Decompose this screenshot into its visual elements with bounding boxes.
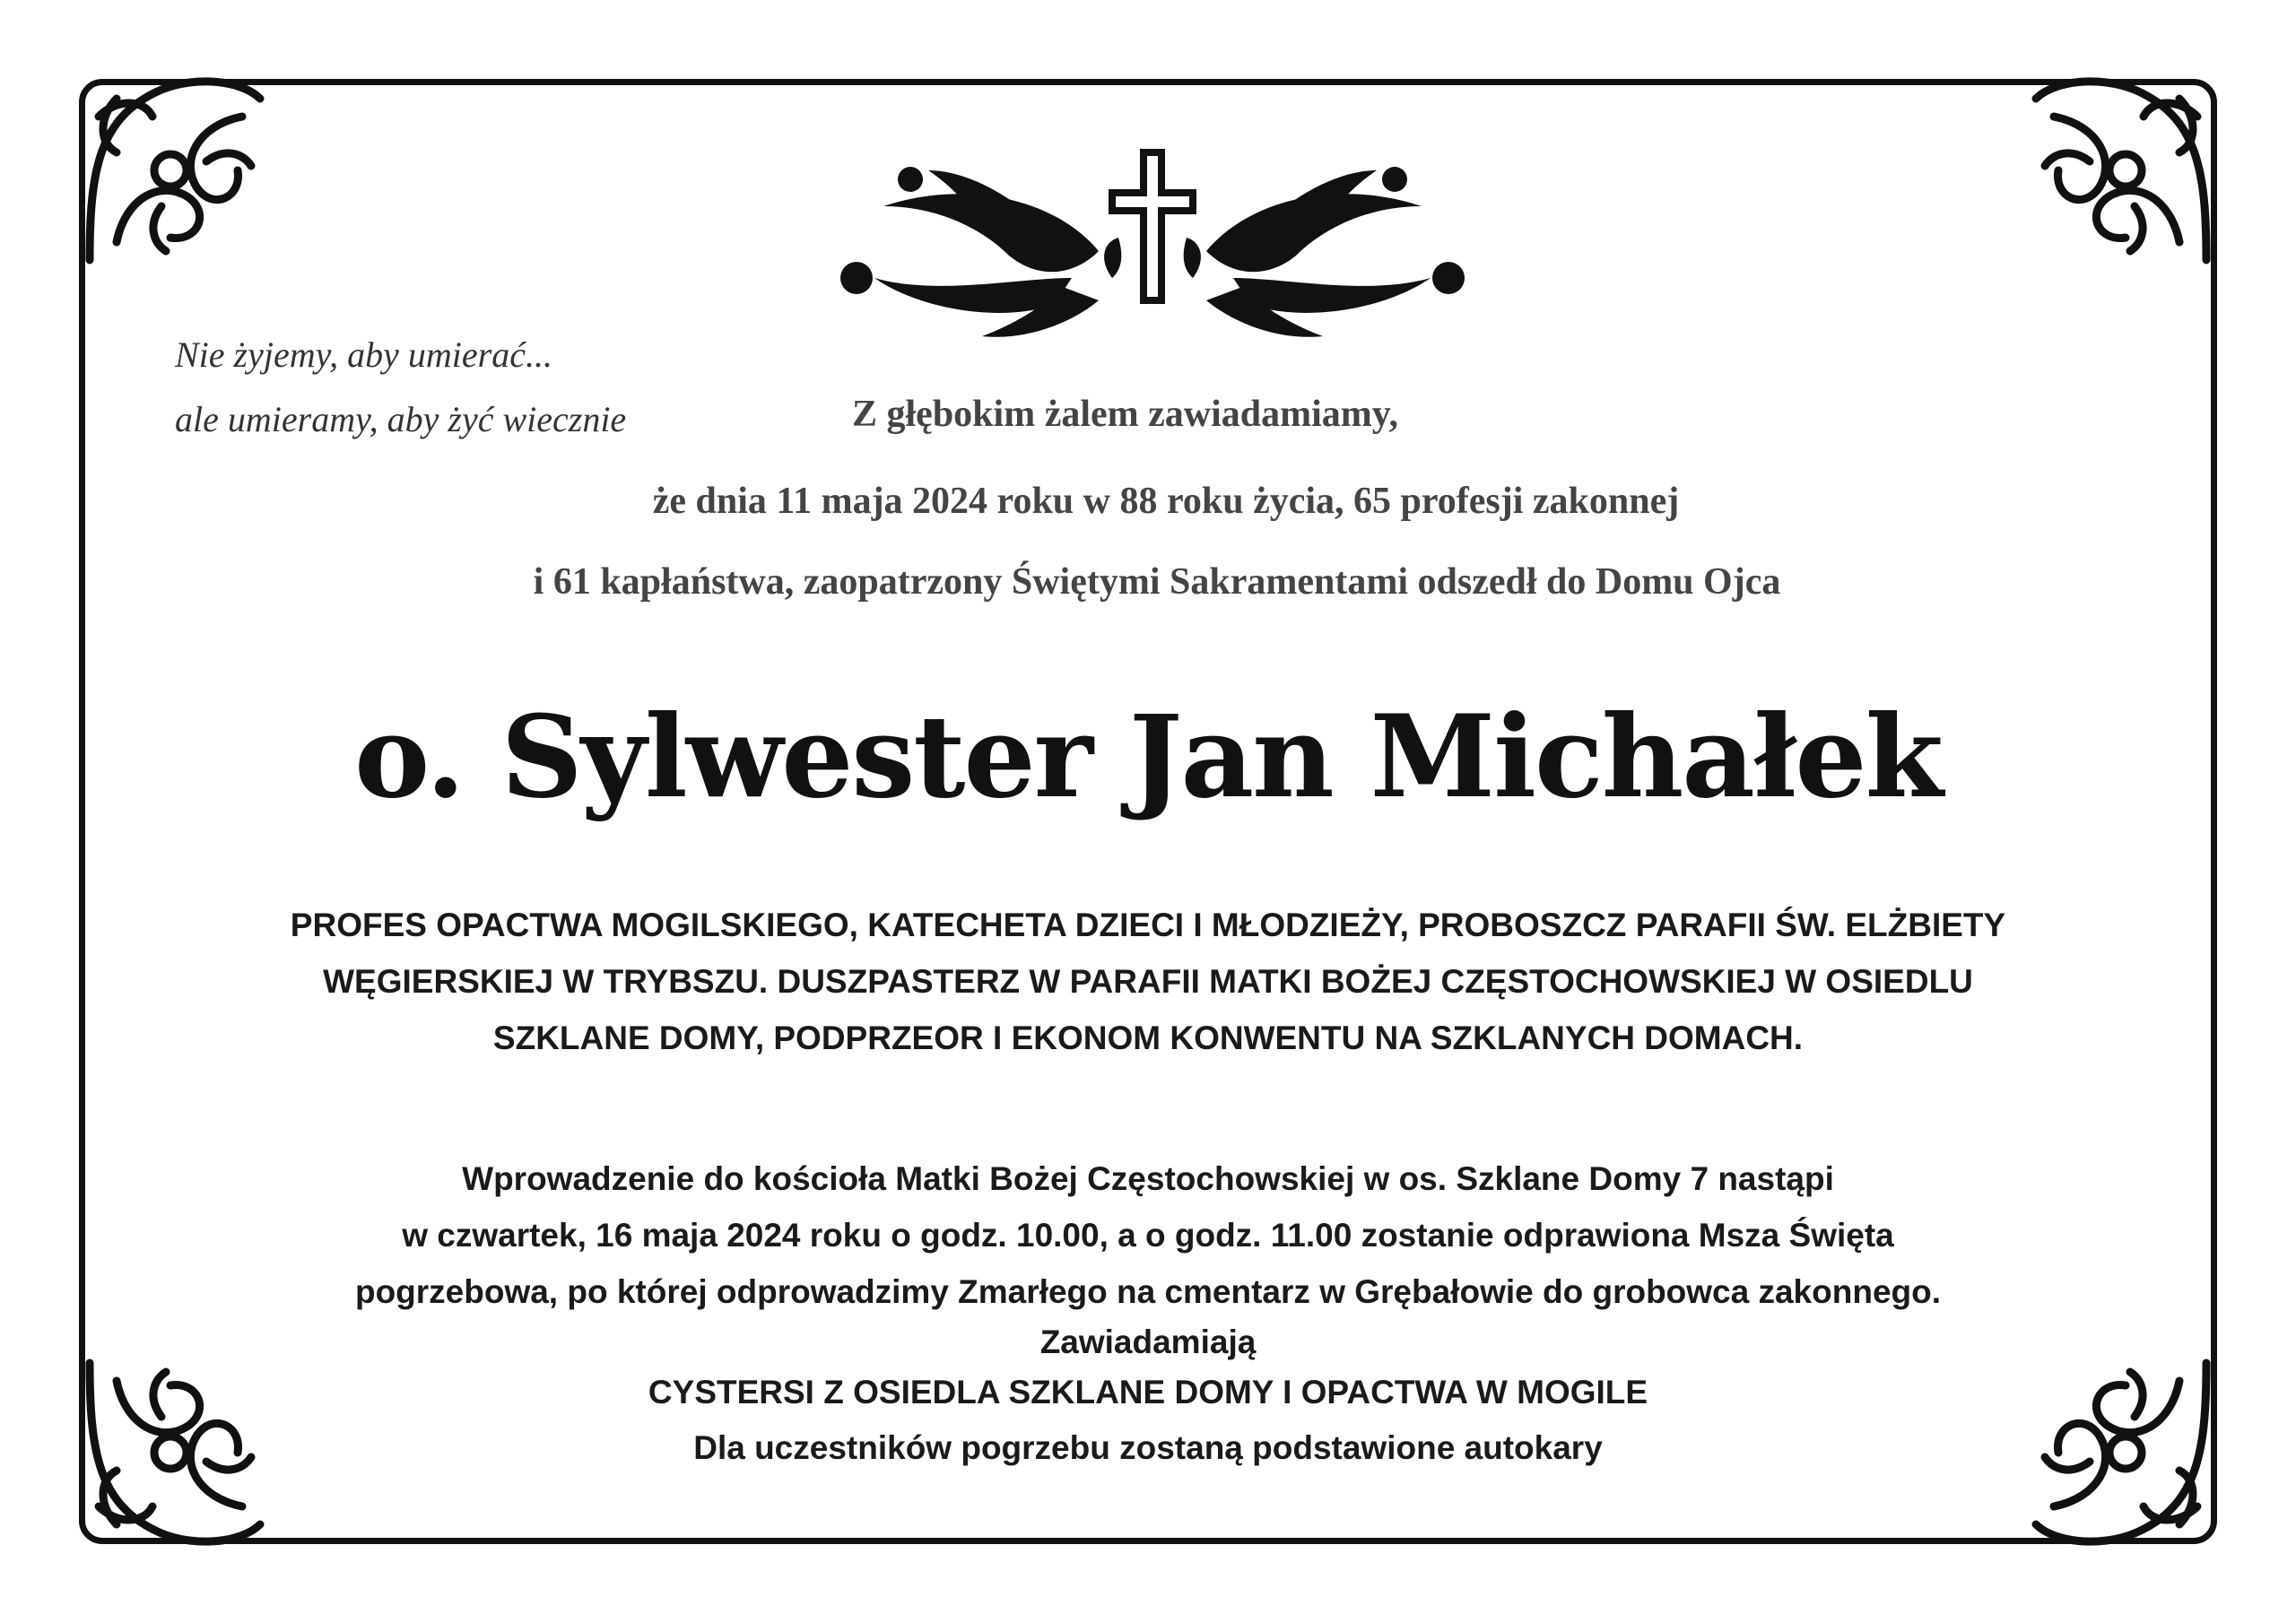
- motto-line: ale umieramy, aby żyć wiecznie: [175, 399, 627, 439]
- notify-label: Zawiadamiają: [1039, 1324, 1257, 1360]
- deceased-roles: [117, 897, 2179, 1066]
- funeral-line: Wprowadzenie do kościoła Matki Bożej Częstochowskiej w os. Szklane Domy 7 nastąpi: [462, 1160, 1834, 1197]
- announcement-lead: Z głębokim żalem zawiadamiamy,: [852, 394, 1398, 435]
- announcement-line: że dnia 11 maja 2024 roku w 88 roku życia, 65 profesji zakonnej: [652, 481, 1680, 522]
- notifiers: CYSTERSI Z OSIEDLA SZKLANE DOMY I OPACTWA W MOGILE: [648, 1374, 1648, 1410]
- roles-line: PROFES OPACTWA MOGILSKIEGO, KATECHETA DZIECI I MŁODZIEŻY, PROBOSZCZ PARAFII ŚW. ELŻBIETY: [290, 907, 2006, 943]
- funeral-line: w czwartek, 16 maja 2024 roku o godz. 10.00, a o godz. 11.00 zostanie odprawiona Msza Święta: [402, 1217, 1894, 1254]
- transport-note: Dla uczestników pogrzebu zostaną podstawione autokary: [693, 1429, 1603, 1466]
- motto: [175, 323, 626, 452]
- cross-with-leaves-icon: [803, 143, 1502, 359]
- roles-line: WĘGIERSKIEJ W TRYBSZU. DUSZPASTERZ W PARAFII MATKI BOŻEJ CZĘSTOCHOWSKIEJ W OSIEDLU: [323, 963, 1973, 1000]
- flourish-corner-icon: [2027, 63, 2233, 269]
- funeral-line: pogrzebowa, po której odprowadzimy Zmarłego na cmentarz w Grębałowie do grobowca zakonnego.: [354, 1273, 1942, 1310]
- roles-line: SZKLANE DOMY, PODPRZEOR I EKONOM KONWENTU NA SZKLANYCH DOMACH.: [492, 1020, 1804, 1056]
- motto-line: Nie żyjemy, aby umierać...: [175, 334, 552, 375]
- funeral-info: [117, 1150, 2179, 1476]
- flourish-corner-icon: [63, 63, 269, 269]
- announcement-line: i 61 kapłaństwa, zaopatrzony Świętymi Sakramentami odszedł do Domu Ojca: [533, 561, 1781, 603]
- deceased-name: o. Sylwester Jan Michałek: [354, 690, 1942, 823]
